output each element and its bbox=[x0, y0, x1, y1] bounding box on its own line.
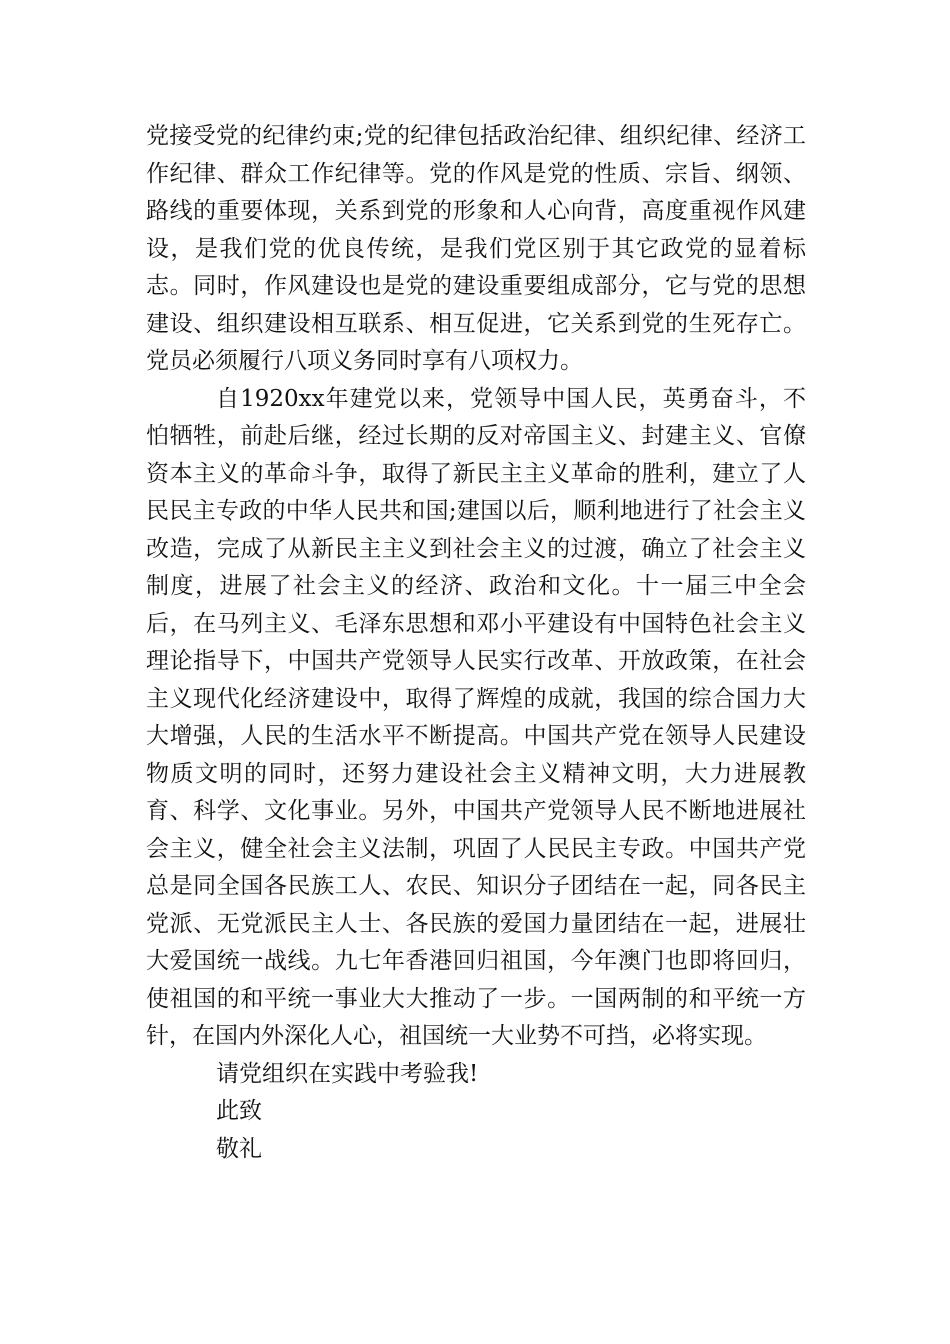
closing-salutation: 此致 bbox=[216, 1098, 262, 1124]
closing-request: 请党组织在实践中考验我! bbox=[216, 1060, 479, 1087]
document-body bbox=[146, 118, 806, 1168]
body-paragraph-discipline: 党接受党的纪律约束;党的纪律包括政治纪律、组织纪律、经济工作纪律、群众工作纪律等。党的作风是党的性质、宗旨、纲领、路线的重要体现，关系到党的形象和人心向背，高度重视作风建设，是我们党的优良传统，是我们党区别于其它政党的显着标志。同时，作风建设也是党的建设重要组成部分，它与党的思想建设、组织建设相互联系、相互促进，它关系到党的生死存亡。党员必须履行八项义务同时享有八项权力。 bbox=[146, 123, 806, 374]
closing-regards: 敬礼 bbox=[216, 1135, 262, 1162]
body-paragraph-history: 自1920xx年建党以来，党领导中国人民，英勇奋斗，不怕牺牲，前赴后继，经过长期的反对帝国主义、封建主义、官僚资本主义的革命斗争，取得了新民主主义革命的胜利，建立了人民民主专政的中华人民共和国;建国以后，顺利地进行了社会主义改造，完成了从新民主主义到社会主义的过渡，确立了社会主义制度，进展了社会主义的经济、政治和文化。十一届三中全会后，在马列主义、毛泽东思想和邓小平建设有中国特色社会主义理论指导下，中国共产党领导人民实行改革、开放政策，在社会主义现代化经济建设中，取得了辉煌的成就，我国的综合国力大大增强，人民的生活水平不断提高。中国共产党在领导人民建设物质文明的同时，还努力建设社会主义精神文明，大力进展教育、科学、文化事业。另外，中国共产党领导人民不断地进展社会主义，健全社会主义法制，巩固了人民民主专政。中国共产党总是同全国各民族工人、农民、知识分子团结在一起，同各民主党派、无党派民主人士、各民族的爱国力量团结在一起，进展壮大爱国统一战线。九七年香港回归祖国，今年澳门也即将回归，使祖国的和平统一事业大大推动了一步。一国两制的和平统一方针，在国内外深化人心，祖国统一大业势不可挡，必将实现。 bbox=[146, 385, 806, 1049]
